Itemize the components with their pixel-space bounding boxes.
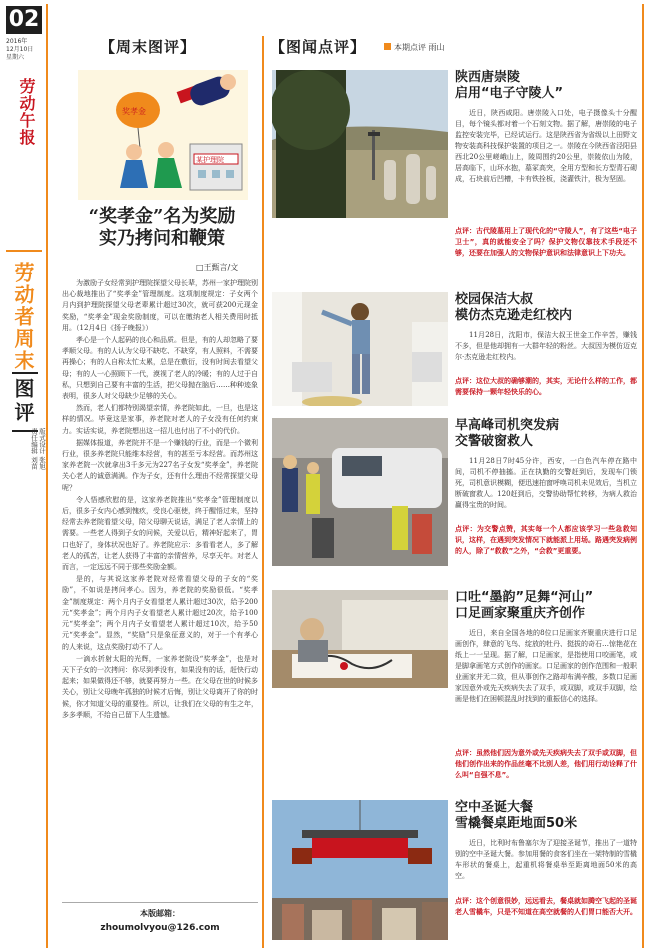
news-item-4	[455, 590, 637, 705]
article-paragraph: 一滴水折射太阳的光辉，一家养老院设“奖孝金”，也是对天下子女的一次拷问：你尽到孝没有，如果没有的话，赶快行动起来；如果做得还不够，就要再努力一些。在父母在世的时候多关心，别让父母晚年孤独的时候才后悔，别让父母离开了你的时候，你才知道父母的重要性。所以，让我们在父母的有生之年，多多孝顺，不给自己留下人生遗憾。	[62, 654, 258, 719]
editor-credits	[6, 428, 46, 488]
painter-photo-svg	[272, 590, 448, 688]
date-year: 2016年	[6, 38, 28, 45]
date-weekday: 星期六	[6, 54, 25, 61]
section-title-vertical: 劳动者周末	[11, 262, 35, 372]
photo-sky-dinner	[272, 800, 448, 940]
article-paragraph: 令人悟感欣慰的是，这家养老院推出“奖孝金”管理制度以后，很多子女内心感到愧疚，受良心驱使，终于醒悟过来，坚持经常去养老院看望父母，陪父母聊天说话，满足了老人亲情上的需要。一些老人得到子女的问候，关爱以后，精神好起来了，胃口也好了，身体状况也好了。养老院应示：多看看老人，多了解老人的孤苦，让老人获得了丰富的亲情营养，尽享天年。对老人而言，一定远远不同于那些奖励金额。	[62, 495, 258, 572]
photo-tomb-statues	[272, 70, 448, 218]
news-comment-5: 点评：这个创意很妙，远远看去，餐桌就如腾空飞起的圣诞老人雪橇车，只是不知道在高空就餐的人们胃口能否大开。	[455, 897, 637, 916]
news-body-5: 近日，比利时布鲁塞尔为了迎接圣诞节，推出了一道特别的空中圣诞大餐。参加用餐的食客们坐在一架特制的雪橇车形状的餐桌上，起重机将餐桌举至距离地面50米的高空。	[455, 839, 637, 880]
news-title-5b: 雪橇餐桌距地面50米	[455, 816, 578, 831]
page-number: 02	[6, 6, 42, 34]
article-byline: □王甄言/文	[196, 263, 239, 272]
article-paragraph: 据媒体报道，养老院并不是一个赚钱的行业，而是一个微利行业，很多养老院只能维本经营，有的甚至亏本经营。而苏州这家养老院一次就拿出3千多元为227名子女发“奖孝金”，养老院关心老人的诚意满满。作为子女，还有什么理由不经常探望父母呢？	[62, 438, 258, 492]
credit-editor: 责任编辑 刘苗	[30, 428, 38, 470]
article-paragraph: 孝心是一个人起码的良心和品质。但是，有的人却忽略了要孝顺父母。有的人认为父母不缺吃、不缺穿，有人照料，不需要再操心；有的人自称太忙太累，总是在敷衍，没有时间去看望父母；有的人一心照顾下一代，漠视了老人的冷暖；有的人过于自私，只想到自己要有丰富的生活，把父母抛在脑后……种种迹象表明，很多人对父母缺少足够的关心。	[62, 336, 258, 401]
money-bag-label: 奖孝金	[122, 107, 146, 116]
mailbox-email[interactable]: zhoumolvyou@126.com	[100, 923, 220, 933]
left-strip-rule	[46, 4, 48, 948]
credit-design: 版式设计 张旭	[38, 428, 46, 470]
mailbox-label: 本版邮箱：	[140, 909, 180, 918]
cartoon-svg	[78, 70, 248, 200]
photo-news-header: 【图闻点评】	[270, 38, 367, 56]
newspaper-logo: 劳动午报	[17, 78, 36, 146]
tomb-photo-svg	[272, 70, 448, 218]
news-title-2a: 校园保洁大叔	[455, 292, 534, 307]
news-title-1a: 陕西唐崇陵	[455, 70, 521, 85]
column-divider	[262, 36, 264, 948]
news-body-3: 11月28日7时45分许，西安，一白色汽车停在路中间，司机不停抽搐。正在执勤的交警赶到后，发现车门锁死，司机意识模糊，便迅速拍窗呼唤司机未见效后，当机立断破窗救人。120赶到后，交警协助帮忙转移，为病人救治赢得宝贵的时间。	[455, 457, 637, 509]
article-paragraph: 是的，与其说这家养老院对经常看望父母的子女的“奖励”，不如说是拷问孝心。因为，养老院的奖励很低。“奖孝金”制度规定：两个月内子女看望老人累计超过30次，给予200元“奖孝金”；两个月内子女看望老人累计超过20次，给予100元“奖孝金”；两个月内子女看望老人累计超过10次，给予50元“奖孝金”。显然，“奖励”只是象征意义的，对于一个有孝心的人来说，这点奖励打动不了人。	[62, 575, 258, 651]
news-body-2: 11月28日，沈阳市，保洁大叔王世金工作辛苦，赚钱不多，但是他却拥有一大群年轻的粉丝。大叔因为模仿迈克尔·杰克逊走红校内。	[455, 331, 637, 361]
news-body-4: 近日，来自全国各地的8位口足画家齐聚重庆进行口足画创作，肆意的飞鸟、绽放的牡丹、挺拔的奇石…惊艳花在纸上一一呈现。据了解，口足画家，是指使用口咬画笔，或是脚拿画笔方式创作的画家。口足画家的创作范围和一般职业画家并无二致，但从事创作之路却布满辛酸，多数口足画家因意外或先天疾病失去了双手，或双脚，或双手双脚，绘画是他们在困顿混乱时找到的重振信心的选择。	[455, 629, 637, 703]
mailbox-footer	[62, 908, 258, 933]
rescue-photo-svg	[272, 418, 448, 566]
news-item-3	[455, 418, 637, 511]
subsection-title-vertical: 图评	[12, 372, 38, 432]
news-title-1b: 启用“电子守陵人”	[455, 86, 564, 101]
footer-divider	[62, 902, 258, 903]
date-day: 12月10日	[6, 46, 34, 53]
news-comment-3: 点评：为交警点赞，其实每一个人都应该学习一些急救知识，这样，在遇到突发情况下就能派上用场。路遇突发病例的人，除了“救救”之外，“会救”更重要。	[455, 525, 637, 555]
article-paragraph: 然而，老人们都特别渴望亲情，养老院如此，一旦，也是这样的情况。毕竟这是家事，养老院对老人的子女没有任何约束力。实话实说，养老院想出这一招儿也付出了不小的代价。	[62, 404, 258, 435]
issue-date	[6, 38, 46, 62]
photo-cleaner-dancing	[272, 292, 448, 406]
nursing-home-label: 某护理院	[196, 156, 224, 164]
commentary-byline-text: 本期点评 雨山	[394, 43, 445, 52]
news-title-3b: 交警破窗救人	[455, 434, 534, 449]
cartoon-illustration	[78, 70, 248, 200]
commentary-byline	[384, 42, 445, 53]
photo-police-rescue	[272, 418, 448, 566]
photo-mouth-painter	[272, 590, 448, 688]
headline-line-2: 实乃拷问和鞭策	[99, 228, 225, 249]
news-title-5a: 空中圣诞大餐	[455, 800, 534, 815]
news-title-4b: 口足画家聚重庆齐创作	[455, 606, 586, 621]
news-comment-1: 点评：古代陵墓用上了现代化的“守陵人”，有了这些“电子卫士”，真的就能安全了吗？保护文物仅靠技术手段还不够，还要在加强人的文物保护意识和法律意识上下功夫。	[455, 227, 637, 257]
cleaner-photo-svg	[272, 292, 448, 406]
bullet-icon	[384, 43, 391, 50]
news-item-1	[455, 70, 637, 185]
article-headline	[60, 206, 264, 250]
sky-dinner-photo-svg	[272, 800, 448, 940]
news-comment-4: 点评：虽然他们因为意外或先天疾病失去了双手或双脚，但他们创作出来的作品丝毫不比别人差，他们用行动诠释了什么叫“自强不息”。	[455, 749, 637, 779]
weekend-commentary-header: 【周末图评】	[100, 38, 197, 56]
headline-line-1: “奖孝金”名为奖励	[88, 206, 236, 227]
news-body-1: 近日，陕西咸阳。唐崇陵入口处，电子摄像头十分醒目，每个镜头都对着一个石刻文物。据了解，唐崇陵的电子监控安装完毕，已经试运行。这是陕西省为省级以上田野文物安装高科技保护装置的项目之一。崇陵在今陕西省泾阳县西北20公里嵯峨山上，陵周围约20公里，崇陵依山为陵，居高临下，山环水抱，墓冢高突，全用方型和长方型青石砌成，石块前后凹槽，卡有铁拴板，浇灌铁汁，极为坚固。	[455, 109, 637, 183]
strip-divider	[6, 250, 42, 252]
article-body	[62, 278, 258, 890]
news-item-5	[455, 800, 637, 882]
news-comment-2: 点评：这位大叔的确够潮的，其实，无论什么样的工作，都需要保持一颗年轻快乐的心。	[455, 377, 637, 396]
news-title-4a: 口吐“墨韵”足舞“河山”	[455, 590, 594, 605]
article-paragraph: 为激励子女经常到护理院探望父母长辈，苏州一家护理院别出心裁地推出了“奖孝金”管理制度。这项制度规定：子女两个月内到护理院探望父母老辈累计超过30次，就可获200元现金奖励，“奖孝金”现金奖励制度，可以在缴纳老人相关费用时抵用。（12月4日《扬子晚报》）	[62, 279, 258, 332]
news-title-3a: 早高峰司机突发病	[455, 418, 560, 433]
news-title-2b: 模仿杰克逊走红校内	[455, 308, 573, 323]
right-edge-rule	[642, 4, 644, 948]
news-item-2	[455, 292, 637, 363]
